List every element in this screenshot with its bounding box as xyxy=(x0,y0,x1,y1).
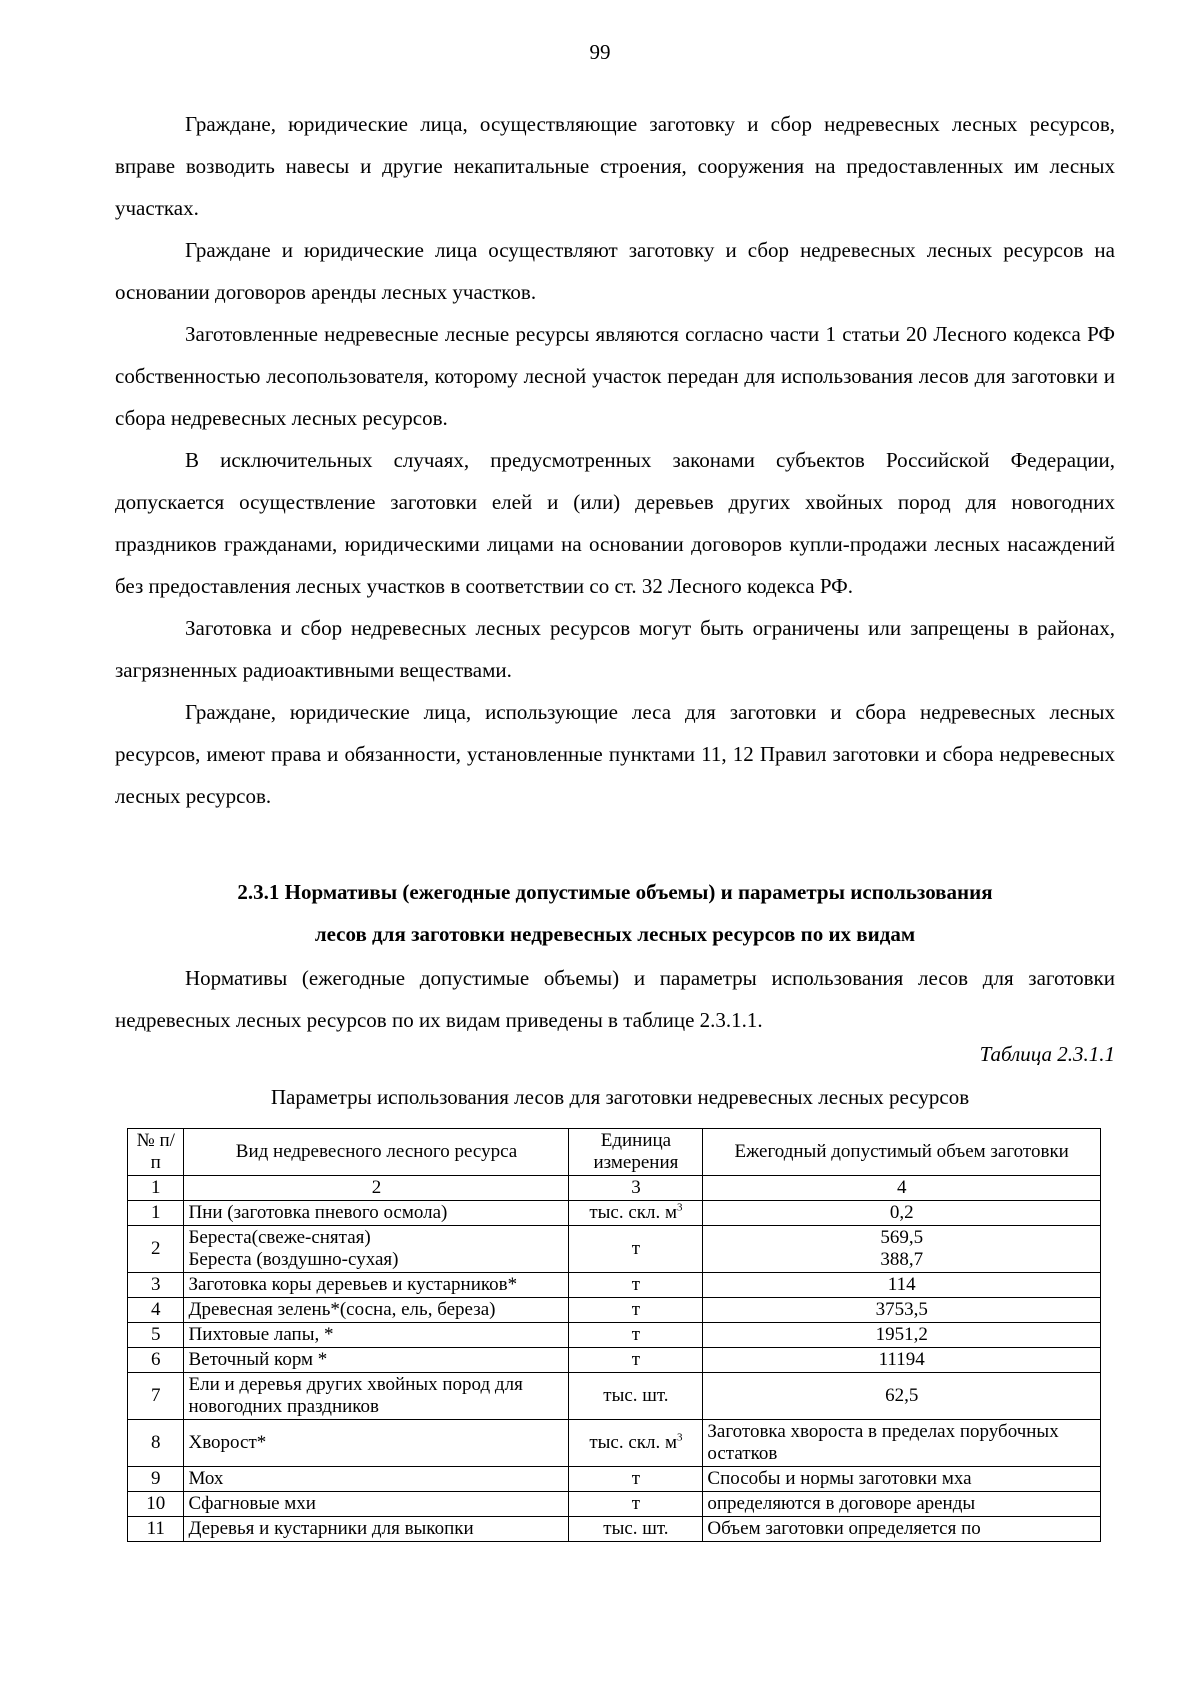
page-number: 99 xyxy=(589,40,611,64)
table-row xyxy=(128,1298,1101,1323)
cell-type: Хворост* xyxy=(184,1420,569,1467)
cell-amount: 0,2 xyxy=(703,1201,1101,1226)
cell-amount xyxy=(703,1226,1101,1273)
cell-type: Древесная зелень*(сосна, ель, береза) xyxy=(184,1298,569,1323)
body-text-top xyxy=(115,103,1115,817)
cell-amount: 3753,5 xyxy=(703,1298,1101,1323)
cell-amount: 62,5 xyxy=(703,1373,1101,1420)
unit-text: тыс. скл. м xyxy=(589,1202,678,1223)
unit-text: тыс. скл. м xyxy=(589,1432,678,1453)
cell-type: Деревья и кустарники для выкопки xyxy=(184,1517,569,1542)
cell-num: 7 xyxy=(128,1373,184,1420)
cell-num: 3 xyxy=(128,1273,184,1298)
table-number: Таблица 2.3.1.1 xyxy=(979,1042,1115,1066)
cell-num: 8 xyxy=(128,1420,184,1467)
cell-num: 2 xyxy=(128,1226,184,1273)
table-row xyxy=(128,1201,1101,1226)
cell-unit: т xyxy=(569,1226,703,1273)
cell-num: 1 xyxy=(128,1201,184,1226)
cell-amount: Способы и нормы заготовки мха xyxy=(703,1467,1101,1492)
cell-num: 10 xyxy=(128,1492,184,1517)
cell-amount: 1951,2 xyxy=(703,1323,1101,1348)
paragraph: Заготовка и сбор недревесных лесных ресурсов могут быть ограничены или запрещены в районах, загрязненных радиоактивными веществами. xyxy=(115,616,1115,682)
table-row xyxy=(128,1420,1101,1467)
resources-table xyxy=(127,1128,1101,1542)
header-amount: Ежегодный допустимый объем заготовки xyxy=(703,1129,1101,1176)
cell-type: Пни (заготовка пневого осмола) xyxy=(184,1201,569,1226)
cell-amount: 114 xyxy=(703,1273,1101,1298)
cell-type: Мох xyxy=(184,1467,569,1492)
unit-superscript: 3 xyxy=(677,1201,683,1214)
section-heading-line2: лесов для заготовки недревесных лесных ресурсов по их видам xyxy=(314,922,916,946)
body-text-after-heading xyxy=(115,957,1115,1041)
paragraph: Граждане, юридические лица, использующие леса для заготовки и сбора недревесных лесных ресурсов, имеют права и обязанности, установленные пунктами 11, 12 Правил заготовки и сбора недревесных лесных ресурсов. xyxy=(115,700,1115,808)
cell-unit: тыс. шт. xyxy=(569,1373,703,1420)
paragraph: В исключительных случаях, предусмотренных законами субъектов Российской Федерации, допускается осуществление заготовки елей и (или) деревьев других хвойных пород для новогодних праздников гражданами, юридическими лицами на основании договоров купли-продажи лесных насаждений без предоставления лесных участков в соответствии со ст. 32 Лесного кодекса РФ. xyxy=(115,448,1115,598)
table-column-number-row xyxy=(128,1176,1101,1201)
cell-type-line: Береста (воздушно-сухая) xyxy=(188,1249,399,1270)
cell-num: 4 xyxy=(128,1298,184,1323)
table-row xyxy=(128,1273,1101,1298)
column-number: 4 xyxy=(703,1176,1101,1201)
cell-unit: тыс. шт. xyxy=(569,1517,703,1542)
cell-unit: т xyxy=(569,1298,703,1323)
cell-unit: т xyxy=(569,1273,703,1298)
paragraph: Граждане, юридические лица, осуществляющие заготовку и сбор недревесных лесных ресурсов, вправе возводить навесы и другие некапитальные строения, сооружения на предоставленных им лесных участках. xyxy=(115,112,1115,220)
cell-amount: Заготовка хвороста в пределах порубочных остатков xyxy=(703,1420,1101,1467)
table-row xyxy=(128,1226,1101,1273)
table-row xyxy=(128,1373,1101,1420)
column-number: 3 xyxy=(569,1176,703,1201)
cell-num: 9 xyxy=(128,1467,184,1492)
table-row xyxy=(128,1517,1101,1542)
table-row xyxy=(128,1467,1101,1492)
table-row xyxy=(128,1348,1101,1373)
cell-unit: т xyxy=(569,1323,703,1348)
table-caption: Параметры использования лесов для заготовки недревесных лесных ресурсов xyxy=(270,1085,970,1109)
unit-superscript: 3 xyxy=(677,1431,683,1444)
cell-unit xyxy=(569,1420,703,1467)
cell-amount-line: 569,5 xyxy=(880,1227,924,1248)
header-unit: Единица измерения xyxy=(569,1129,703,1176)
paragraph: Заготовленные недревесные лесные ресурсы являются согласно части 1 статьи 20 Лесного кодекса РФ собственностью лесопользователя, которому лесной участок передан для использования лесов для заготовки и сбора недревесных лесных ресурсов. xyxy=(115,322,1115,430)
cell-amount: определяются в договоре аренды xyxy=(703,1492,1101,1517)
header-type: Вид недревесного лесного ресурса xyxy=(184,1129,569,1176)
cell-unit: т xyxy=(569,1467,703,1492)
section-heading xyxy=(115,871,1115,955)
table-row xyxy=(128,1323,1101,1348)
cell-unit xyxy=(569,1201,703,1226)
cell-type: Ели и деревья других хвойных пород для новогодних праздников xyxy=(184,1373,569,1420)
cell-amount: 11194 xyxy=(703,1348,1101,1373)
cell-amount-line: 388,7 xyxy=(880,1249,924,1270)
cell-unit: т xyxy=(569,1492,703,1517)
cell-unit: т xyxy=(569,1348,703,1373)
table-header-row xyxy=(128,1129,1101,1176)
cell-type: Веточный корм * xyxy=(184,1348,569,1373)
cell-type: Заготовка коры деревьев и кустарников* xyxy=(184,1273,569,1298)
cell-amount: Объем заготовки определяется по xyxy=(703,1517,1101,1542)
cell-num: 6 xyxy=(128,1348,184,1373)
section-heading-line1: 2.3.1 Нормативы (ежегодные допустимые объемы) и параметры использования xyxy=(237,880,993,904)
header-num: № п/п xyxy=(128,1129,184,1176)
column-number: 1 xyxy=(128,1176,184,1201)
cell-type: Сфагновые мхи xyxy=(184,1492,569,1517)
cell-type-line: Береста(свеже-снятая) xyxy=(188,1227,371,1248)
column-number: 2 xyxy=(184,1176,569,1201)
cell-type xyxy=(184,1226,569,1273)
paragraph: Нормативы (ежегодные допустимые объемы) и параметры использования лесов для заготовки недревесных лесных ресурсов по их видам приведены в таблице 2.3.1.1. xyxy=(115,966,1115,1032)
table-row xyxy=(128,1492,1101,1517)
cell-num: 5 xyxy=(128,1323,184,1348)
cell-type: Пихтовые лапы, * xyxy=(184,1323,569,1348)
cell-num: 11 xyxy=(128,1517,184,1542)
paragraph: Граждане и юридические лица осуществляют заготовку и сбор недревесных лесных ресурсов на основании договоров аренды лесных участков. xyxy=(115,238,1115,304)
